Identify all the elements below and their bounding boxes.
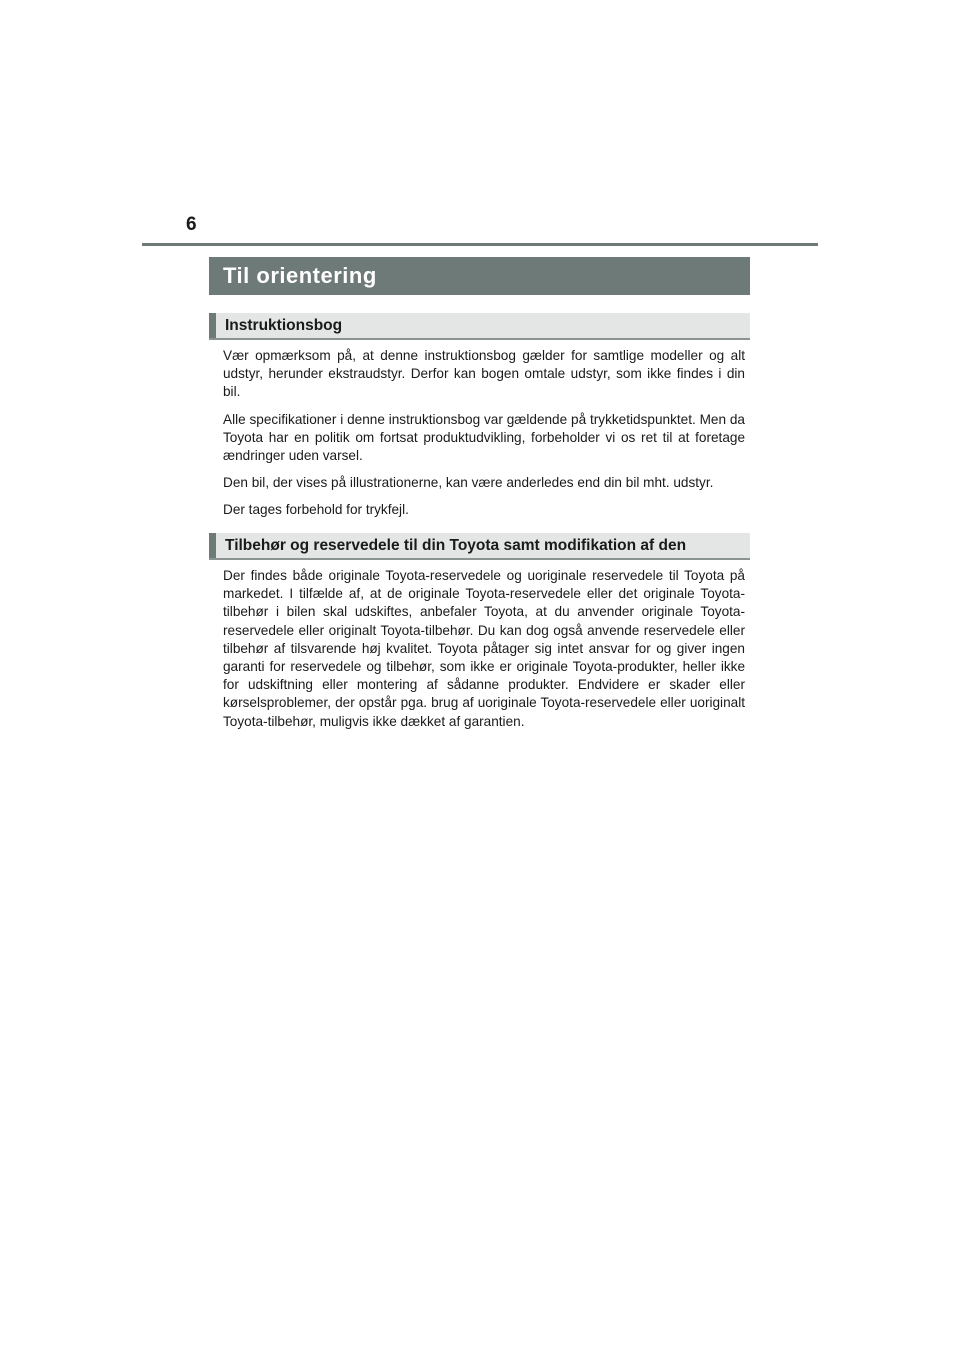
chapter-title: Til orientering [223,263,377,288]
page-number: 6 [186,214,197,235]
body-paragraph: Der findes både originale Toyota-reservedele og uoriginale reservedele til Toyota på markedet. I tilfælde af, at de originale Toyota-reservedele eller det originale Toyota-tilbehør i bilen skal udskiftes, anbefaler Toyota, at du anvender originale Toyota-reservedele eller originalt Toyota-tilbehør. Du kan dog også anvende reservedele eller tilbehør af tilsvarende høj kvalitet. Toyota påtager sig intet ansvar for og giver ingen garanti for reservedele og tilbehør, som ikke er originale Toyota-produkter, heller ikke for udskiftning eller montering af sådanne produkter. Endvidere er skader eller kørselsproblemer, der opstår pga. brug af uoriginale Toyota-reservedele eller uoriginalt Toyota-tilbehør, muligvis ikke dækket af garantien. [223,568,745,729]
section-heading-instruktionsbog [209,313,750,340]
chapter-header [209,257,750,295]
body-paragraph: Alle specifikationer i denne instruktionsbog var gældende på trykketidspunktet. Men da Toyota har en politik om fortsat produktudvikling, forbeholder vi os ret til at foretage ændringer uden varsel. [223,411,745,464]
section-body-tilbehoer [223,567,745,740]
section-title: Instruktionsbog [225,316,343,334]
section-body-instruktionsbog [223,347,745,529]
section-marker [209,533,216,558]
top-rule [142,243,818,246]
section-heading-tilbehoer [209,533,750,560]
body-paragraph: Der tages forbehold for trykfejl. [223,502,409,518]
section-title: Tilbehør og reservedele til din Toyota samt modifikation af den [225,536,687,554]
section-marker [209,313,216,338]
body-paragraph: Den bil, der vises på illustrationerne, kan være anderledes end din bil mht. udstyr. [223,475,714,491]
body-paragraph: Vær opmærksom på, at denne instruktionsbog gælder for samtlige modeller og alt udstyr, herunder ekstraudstyr. Derfor kan bogen omtale udstyr, som ikke findes i din bil. [223,348,745,400]
